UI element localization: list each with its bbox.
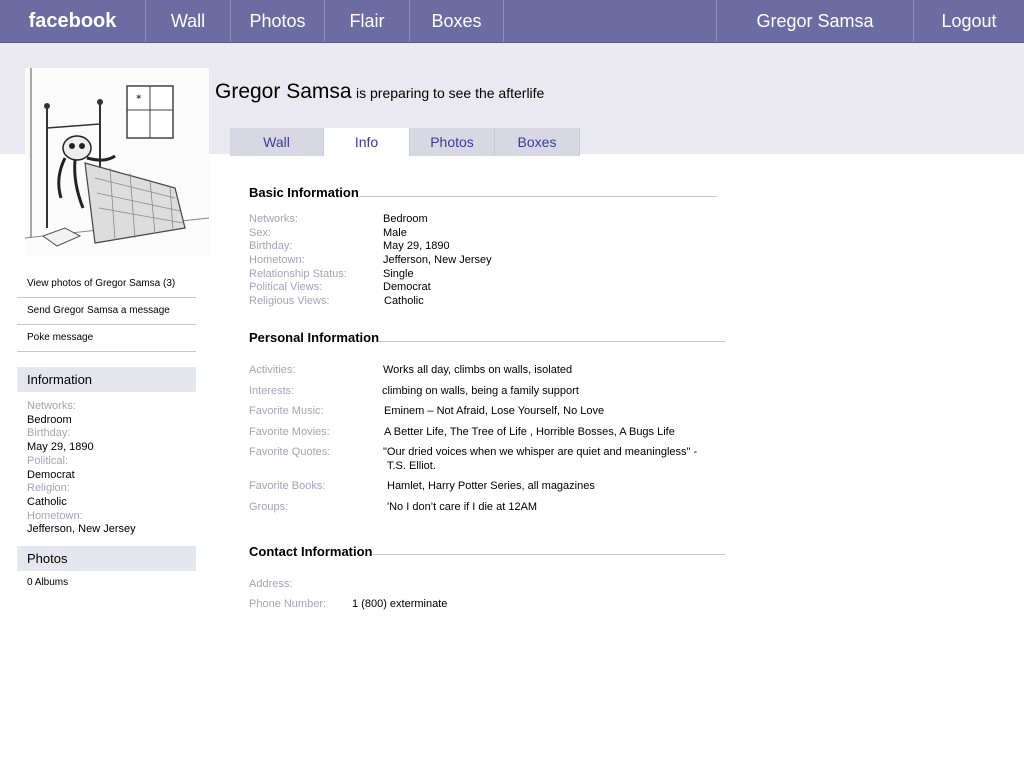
nav-flair[interactable]: Flair [325, 0, 410, 42]
profile-name[interactable]: Gregor Samsa [215, 80, 352, 103]
profile-picture[interactable] [25, 68, 209, 256]
info-label: Address: [249, 578, 293, 590]
sidebar-info-value[interactable]: Jefferson, New Jersey [27, 523, 136, 536]
info-label: Sex: [249, 227, 272, 239]
info-label: Favorite Movies: [249, 426, 330, 438]
nav-user-name[interactable]: Gregor Samsa [716, 0, 914, 42]
sidebar-info-value: May 29, 1890 [27, 441, 94, 454]
section-divider [359, 196, 717, 197]
tab-photos[interactable]: Photos [410, 128, 495, 156]
info-label: Interests: [249, 385, 295, 397]
sidebar-info-label: Religion: [27, 482, 70, 495]
info-label: Favorite Music: [249, 405, 324, 417]
contact-info-title: Contact Information [249, 544, 373, 559]
svg-text:✶: ✶ [135, 93, 143, 103]
tab-boxes[interactable]: Boxes [495, 128, 580, 156]
sidebar-info-label: Birthday: [27, 427, 71, 440]
info-label: Favorite Books: [249, 480, 326, 492]
info-value: May 29, 1890 [383, 240, 450, 252]
info-value: climbing on walls, being a family support [382, 385, 579, 397]
info-value[interactable]: Bedroom [383, 213, 428, 225]
profile-action-links [17, 271, 196, 352]
logout-link[interactable]: Logout [941, 11, 997, 31]
info-label: Birthday: [249, 240, 293, 252]
send-message-link[interactable]: Send Gregor Samsa a message [17, 298, 196, 325]
profile-heading [215, 80, 544, 104]
info-value: A Better Life, The Tree of Life , Horrible Bosses, A Bugs Life [384, 426, 675, 438]
nav-photos[interactable]: Photos [231, 0, 325, 42]
info-value: Works all day, climbs on walls, isolated [383, 364, 573, 376]
facebook-logo[interactable]: facebook [0, 0, 146, 42]
info-label: Political Views: [249, 281, 323, 293]
sidebar-information [27, 400, 136, 537]
info-value: 1 (800) exterminate [352, 598, 448, 610]
profile-status: is preparing to see the afterlife [356, 85, 545, 101]
info-label: Networks: [249, 213, 298, 225]
basic-info-title: Basic Information [249, 185, 359, 200]
info-label: Relationship Status: [249, 268, 347, 280]
tab-info[interactable]: Info [324, 128, 410, 156]
bug-in-bed-sketch [25, 68, 209, 256]
info-label: Religious Views: [249, 295, 330, 307]
sidebar-info-label: Political: [27, 454, 68, 467]
sidebar-info-value[interactable]: Bedroom [27, 413, 72, 426]
info-label: Activities: [249, 364, 296, 376]
info-value[interactable]: 'No I don’t care if I die at 12AM [387, 501, 538, 513]
tab-wall[interactable]: Wall [230, 128, 324, 156]
nav-boxes[interactable]: Boxes [410, 0, 504, 42]
albums-count-link[interactable]: 0 Albums [27, 577, 69, 588]
info-value[interactable]: Democrat [383, 281, 431, 293]
info-value: Eminem – Not Afraid, Lose Yourself, No Love [384, 405, 605, 417]
info-value: Hamlet, Harry Potter Series, all magazines [387, 480, 595, 492]
info-label: Hometown: [249, 254, 305, 266]
info-label: Groups: [249, 501, 289, 513]
sidebar-info-label: Hometown: [27, 509, 83, 522]
info-value: Male [383, 227, 407, 239]
top-nav-bar [0, 0, 1024, 43]
sidebar-info-value[interactable]: Democrat [27, 468, 75, 481]
personal-info-title: Personal Information [249, 330, 380, 345]
info-label: Phone Number: [249, 598, 327, 610]
poke-link[interactable]: Poke message [17, 325, 196, 352]
info-value: "Our dried voices when we whisper are quiet and meaningless" - [383, 446, 698, 458]
info-value[interactable]: Jefferson, New Jersey [383, 254, 492, 266]
section-divider [373, 554, 725, 555]
sidebar-information-title: Information [17, 367, 196, 392]
nav-wall[interactable]: Wall [146, 0, 231, 42]
view-photos-link[interactable]: View photos of Gregor Samsa (3) [17, 271, 196, 298]
info-value-continued: T.S. Elliot. [387, 460, 436, 472]
sidebar-info-value[interactable]: Catholic [27, 495, 67, 508]
info-label: Favorite Quotes: [249, 446, 331, 458]
info-value: Single [383, 268, 414, 280]
section-divider [379, 341, 725, 342]
info-value[interactable]: Catholic [384, 295, 424, 307]
sidebar-photos-title: Photos [17, 546, 196, 571]
sidebar-info-label: Networks: [27, 400, 76, 412]
